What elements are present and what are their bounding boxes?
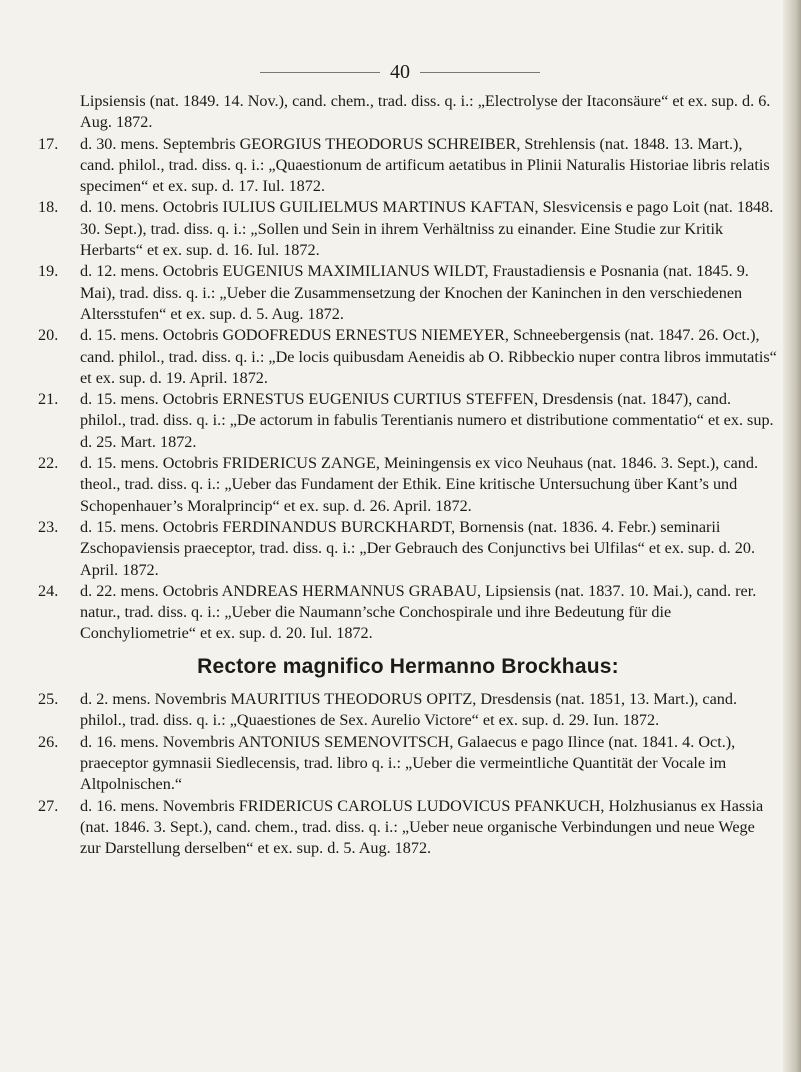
page-edge-shadow xyxy=(783,0,801,1072)
page-body xyxy=(38,91,778,859)
register-entry xyxy=(38,581,778,645)
register-entry xyxy=(38,796,778,860)
entry-text: d. 22. mens. Octobris ANDREAS HERMANNUS GRABAU, Lipsiensis (nat. 1837. 10. Mai.), cand. rer. natur., trad. diss. q. i.: „Ueber die Naumann’sche Conchospirale und ihre Bedeutung für die Conchyliometrie“ et ex. sup. d. 20. Iul. 1872. xyxy=(80,581,757,643)
section-heading: Rectore magnifico Hermanno Brockhaus: xyxy=(197,654,619,678)
page-header xyxy=(250,60,550,84)
register-entry xyxy=(38,389,778,453)
entry-number: 21. xyxy=(38,390,59,409)
entry-list-second xyxy=(38,689,778,859)
register-entry xyxy=(38,453,778,517)
entry-text: d. 15. mens. Octobris GODOFREDUS ERNESTUS NIEMEYER, Schneebergensis (nat. 1847. 26. Oct.), cand. philol., trad. diss. q. i.: „De locis quibusdam Aeneidis ab O. Ribbeckio nuper contra libros immutatis“ et ex. sup. d. 19. April. 1872. xyxy=(80,326,777,387)
entry-number: 20. xyxy=(38,326,59,345)
entry-text: d. 12. mens. Octobris EUGENIUS MAXIMILIANUS WILDT, Fraustadiensis e Posnania (nat. 1845. 9. Mai), trad. diss. q. i.: „Ueber die Zusammensetzung der Knochen der Kaninchen in den verschiedenen Altersstufen“ et ex. sup. d. 5. Aug. 1872. xyxy=(80,262,749,323)
register-entry xyxy=(38,689,778,732)
entry-text: d. 16. mens. Novembris FRIDERICUS CAROLUS LUDOVICUS PFANKUCH, Holzhusianus ex Hassia (nat. 1846. 3. Sept.), cand. chem., trad. diss. q. i.: „Ueber neue organische Verbindungen und neue Wege zur Darstellung derselben“ et ex. sup. d. 5. Aug. 1872. xyxy=(80,796,764,858)
entry-text: d. 16. mens. Novembris ANTONIUS SEMENOVITSCH, Galaecus e pago Ilince (nat. 1841. 4. Oct.), praeceptor gymnasii Siedlecensis, trad. libro q. i.: „Ueber die vermeintliche Quantität der Vocale im Altpolnischen.“ xyxy=(80,732,736,794)
header-rule-left xyxy=(260,72,380,73)
entry-number: 26. xyxy=(38,732,59,751)
entry-text: d. 15. mens. Octobris FRIDERICUS ZANGE, Meiningensis ex vico Neuhaus (nat. 1846. 3. Sept.), cand. theol., trad. diss. q. i.: „Ueber das Fundament der Ethik. Eine kritische Untersuchung über Kant’s und Schopenhauer’s Moralprincip“ et ex. sup. d. 26. April. 1872. xyxy=(80,454,758,515)
register-entry xyxy=(38,517,778,581)
entry-number: 18. xyxy=(38,198,59,217)
register-entry xyxy=(38,134,778,198)
entry-number: 24. xyxy=(38,581,59,600)
entry-number: 25. xyxy=(38,690,59,709)
entry-number: 19. xyxy=(38,262,59,281)
entry-text: d. 2. mens. Novembris MAURITIUS THEODORUS OPITZ, Dresdensis (nat. 1851, 13. Mart.), cand. philol., trad. diss. q. i.: „Quaestiones de Sex. Aurelio Victore“ et ex. sup. d. 29. Iun. 1872. xyxy=(80,690,738,730)
entry-number: 17. xyxy=(38,134,59,153)
header-rule-right xyxy=(420,72,540,73)
register-entry xyxy=(38,325,778,389)
entry-text: d. 15. mens. Octobris FERDINANDUS BURCKHARDT, Bornensis (nat. 1836. 4. Febr.) seminarii Zschopaviensis praeceptor, trad. diss. q. i.: „Der Gebrauch des Conjunctivs bei Ulfilas“ et ex. sup. d. 20. April. 1872. xyxy=(80,517,756,579)
entry-number: 23. xyxy=(38,517,59,536)
register-entry xyxy=(38,732,778,796)
entry-list-first xyxy=(38,134,778,645)
entry-number: 22. xyxy=(38,454,59,473)
register-entry xyxy=(38,261,778,325)
entry-text: d. 30. mens. Septembris GEORGIUS THEODORUS SCHREIBER, Strehlensis (nat. 1848. 13. Mart.), cand. philol., trad. diss. q. i.: „Quaestionum de artificum aetatibus in Plinii Naturalis Historiae libris relatis specimen“ et ex. sup. d. 17. Iul. 1872. xyxy=(80,134,770,196)
entry-text: d. 15. mens. Octobris ERNESTUS EUGENIUS CURTIUS STEFFEN, Dresdensis (nat. 1847), cand. philol., trad. diss. q. i.: „De actorum in fabulis Terentianis numero et distributione commentatio“ et ex. sup. d. 25. Mart. 1872. xyxy=(80,390,774,451)
entry-text: d. 10. mens. Octobris IULIUS GUILIELMUS MARTINUS KAFTAN, Slesvicensis e pago Loit (nat. 1848. 30. Sept.), trad. diss. q. i.: „Sollen und Sein in ihrem Verhältniss zu einander. Eine Studie zur Kritik Herbarts“ et ex. sup. d. 16. Iul. 1872. xyxy=(80,198,774,260)
register-entry xyxy=(38,197,778,261)
continued-entry-text: Lipsiensis (nat. 1849. 14. Nov.), cand. chem., trad. diss. q. i.: „Electrolyse der Itaconsäure“ et ex. sup. d. 6. Aug. 1872. xyxy=(80,92,771,132)
page-number: 40 xyxy=(390,60,410,83)
entry-number: 27. xyxy=(38,796,59,815)
